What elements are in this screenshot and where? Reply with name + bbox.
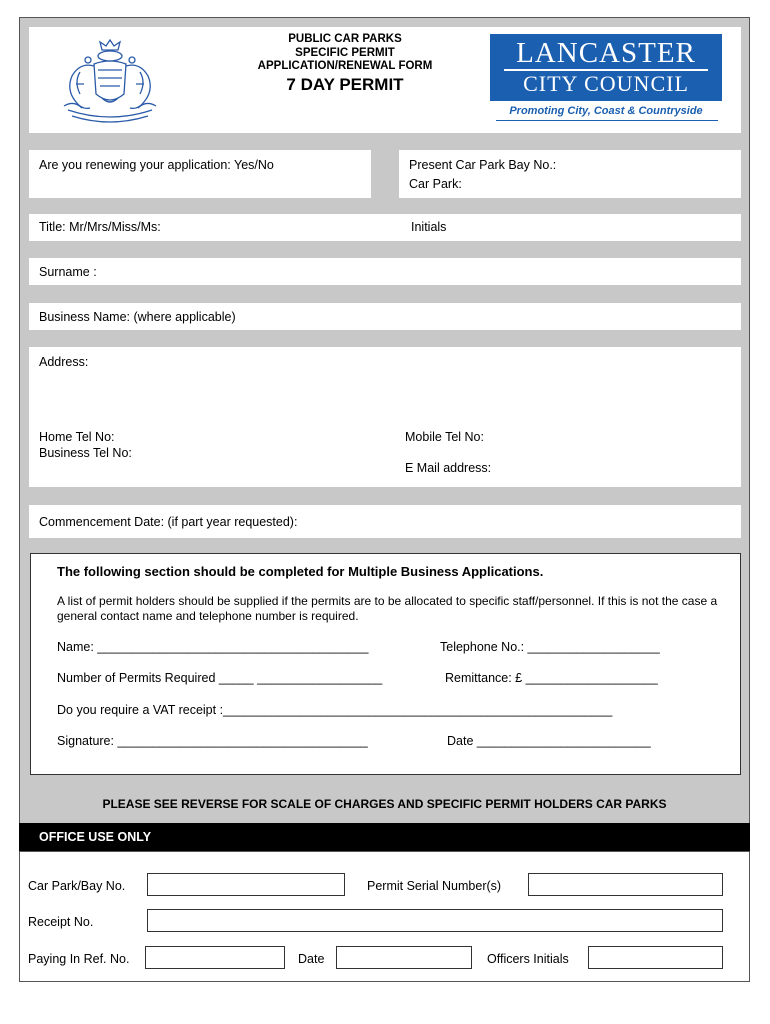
surname-label: Surname : [39, 265, 97, 279]
commencement-label: Commencement Date: (if part year requested): [39, 515, 298, 529]
title-line-1: PUBLIC CAR PARKS [288, 33, 402, 45]
multiple-business-section [30, 553, 741, 775]
bay-box [399, 150, 741, 198]
bay-no-label: Present Car Park Bay No.: [409, 158, 557, 172]
logo-tagline: Promoting City, Coast & Countryside [509, 105, 703, 117]
commencement-box [29, 505, 741, 538]
date-line: Date _________________________ [447, 734, 651, 748]
initials-label: Initials [411, 220, 447, 234]
business-name-label: Business Name: (where applicable) [39, 310, 236, 324]
title-line-2: SPECIFIC PERMIT [295, 46, 395, 59]
mobile-tel-label: Mobile Tel No: [405, 430, 484, 444]
name-line: Name: _______________________________________ [57, 640, 369, 654]
office-use-bar [19, 823, 750, 851]
address-box [29, 347, 741, 487]
permits-line: Number of Permits Required _____ __________________ [57, 671, 383, 685]
title-box [29, 214, 741, 241]
serial-field[interactable] [528, 873, 723, 896]
surname-box [29, 258, 741, 285]
office-use-heading: OFFICE USE ONLY [39, 830, 152, 844]
telephone-line: Telephone No.: ___________________ [440, 640, 660, 654]
business-name-box [29, 303, 741, 330]
office-date-label: Date [298, 952, 325, 966]
form-title [235, 33, 455, 96]
vat-line: Do you require a VAT receipt :________________________________________________________ [57, 703, 613, 717]
car-park-bay-label: Car Park/Bay No. [28, 879, 126, 893]
title-label: Title: Mr/Mrs/Miss/Ms: [39, 220, 161, 234]
email-label: E Mail address: [405, 461, 492, 475]
logo-line-2: CITY COUNCIL [523, 71, 689, 96]
receipt-label: Receipt No. [28, 915, 94, 929]
reverse-note: PLEASE SEE REVERSE FOR SCALE OF CHARGES AND SPECIFIC PERMIT HOLDERS CAR PARKS [102, 797, 667, 811]
home-tel-label: Home Tel No: [39, 430, 115, 444]
remittance-line: Remittance: £ ___________________ [445, 671, 658, 685]
signature-line: Signature: ____________________________________ [57, 734, 368, 748]
car-park-label: Car Park: [409, 177, 462, 191]
renewing-box [29, 150, 371, 198]
multiple-paragraph: A list of permit holders should be supplied if the permits are to be allocated to specific staff/personnel. If this is not the case a general contact name and telephone number is required. [57, 594, 718, 623]
multiple-heading: The following section should be completed for Multiple Business Applications. [57, 564, 544, 579]
renewing-label: Are you renewing your application: Yes/No [39, 158, 274, 172]
paying-in-label: Paying In Ref. No. [28, 952, 130, 966]
coat-of-arms-icon [58, 36, 162, 128]
council-logo [490, 34, 722, 124]
logo-tagline-rule [496, 120, 718, 121]
office-date-field[interactable] [336, 946, 472, 969]
title-main: 7 DAY PERMIT [286, 74, 404, 94]
paying-in-field[interactable] [145, 946, 285, 969]
receipt-field[interactable] [147, 909, 723, 932]
title-line-3: APPLICATION/RENEWAL FORM [257, 60, 433, 72]
officers-initials-label: Officers Initials [487, 952, 569, 966]
serial-label: Permit Serial Number(s) [367, 879, 502, 893]
office-use-box [19, 851, 750, 982]
car-park-bay-field[interactable] [147, 873, 345, 896]
address-label: Address: [39, 355, 89, 369]
officers-initials-field[interactable] [588, 946, 723, 969]
business-tel-label: Business Tel No: [39, 446, 132, 460]
logo-line-1: LANCASTER [516, 37, 696, 69]
